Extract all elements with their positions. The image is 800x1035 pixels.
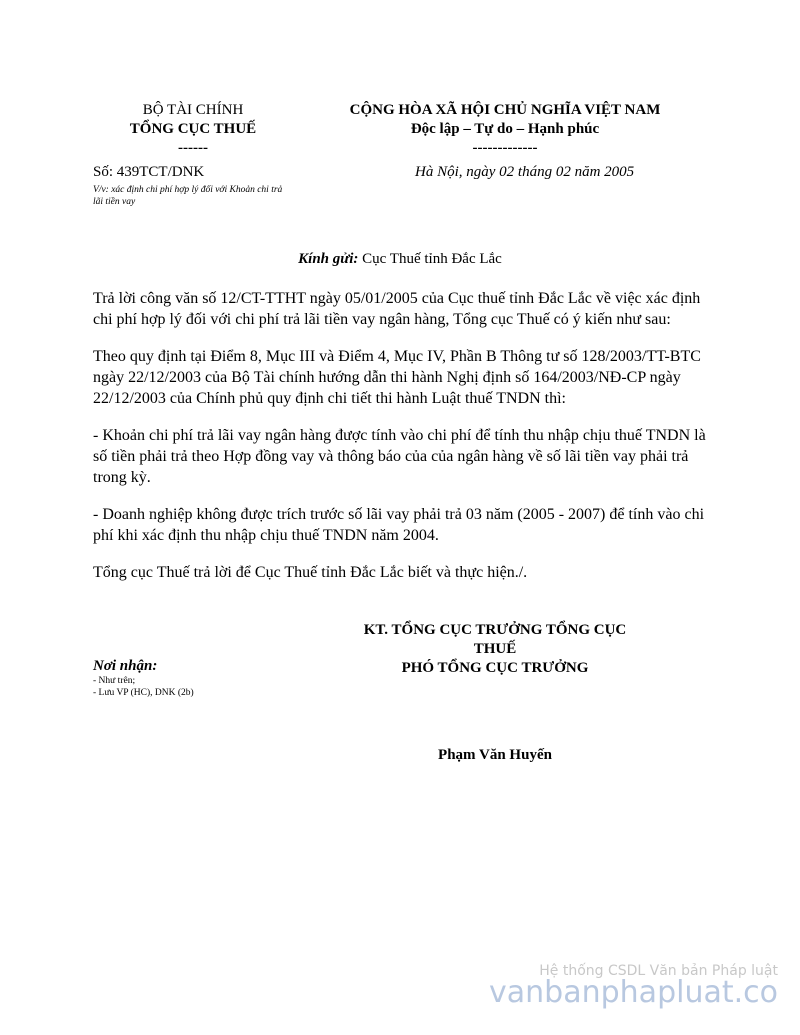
signer-title-line: THUẾ	[473, 641, 517, 657]
department-name: TỔNG CỤC THUẾ	[129, 121, 257, 137]
recipient-line	[0, 251, 800, 268]
signer-name: Phạm Văn Huyến	[438, 747, 552, 763]
ministry-name: BỘ TÀI CHÍNH	[142, 102, 244, 118]
agency-rule: ------	[178, 140, 208, 156]
body-paragraph: Trả lời công văn số 12/CT-TTHT ngày 05/01/2005 của Cục thuế tỉnh Đắc Lắc về việc xác định chi phí hợp lý đối với chi phí trả lãi tiền vay ngân hàng, Tổng cục Thuế có ý kiến như sau:	[93, 290, 701, 328]
body-paragraph: Theo quy định tại Điểm 8, Mục III và Điểm 4, Mục IV, Phần B Thông tư số 128/2003/TT-BTC ngày 22/12/2003 của Bộ Tài chính hướng dẫn thi hành Nghị định số 164/2003/NĐ-CP ngày 22/12/2003 của Chính phủ quy định chi tiết thi hành Luật thuế TNDN thì:	[93, 348, 701, 407]
recipient-label: Kính gửi:	[298, 251, 359, 267]
document-subject: V/v: xác định chi phí hợp lý đối với Khoản chi trả lãi tiền vay	[93, 185, 283, 207]
national-motto: Độc lập – Tự do – Hạnh phúc	[410, 121, 600, 137]
recipients-list	[93, 675, 194, 699]
body-paragraph: - Khoản chi phí trả lãi vay ngân hàng được tính vào chi phí để tính thu nhập chịu thuế TNDN là số tiền phải trả theo Hợp đồng vay và thông báo của của ngân hàng về số lãi tiền vay phải trả trong kỳ.	[93, 427, 706, 486]
document-number: Số: 439TCT/DNK	[93, 164, 205, 180]
signer-title-line: KT. TỔNG CỤC TRƯỞNG TỔNG CỤC	[363, 622, 627, 638]
national-header-block	[300, 101, 710, 158]
recipients-item: - Như trên;	[93, 676, 136, 686]
place-and-date: Hà Nội, ngày 02 tháng 02 năm 2005	[415, 164, 635, 180]
signer-title-block	[330, 621, 660, 678]
watermark-caption: Hệ thống CSDL Văn bản Pháp luật	[539, 963, 778, 979]
motto-rule: -------------	[472, 140, 538, 156]
body-paragraph: - Doanh nghiệp không được trích trước số lãi vay phải trả 03 năm (2005 - 2007) để tính vào chi phí khi xác định thu nhập chịu thuế TNDN năm 2004.	[93, 506, 705, 544]
recipient-name: Cục Thuế tỉnh Đắc Lắc	[358, 251, 502, 267]
recipients-label: Nơi nhận:	[93, 658, 158, 674]
issuing-agency-block	[100, 101, 286, 158]
signer-title-line: PHÓ TỔNG CỤC TRƯỞNG	[401, 660, 589, 676]
recipients-item: - Lưu VP (HC), DNK (2b)	[93, 688, 194, 698]
letter-body	[93, 288, 715, 599]
watermark-site[interactable]: vanbanphapluat.co	[489, 975, 778, 1010]
nation-title: CỘNG HÒA XÃ HỘI CHỦ NGHĨA VIỆT NAM	[349, 102, 661, 118]
body-paragraph: Tổng cục Thuế trả lời để Cục Thuế tỉnh Đắc Lắc biết và thực hiện./.	[93, 564, 528, 581]
